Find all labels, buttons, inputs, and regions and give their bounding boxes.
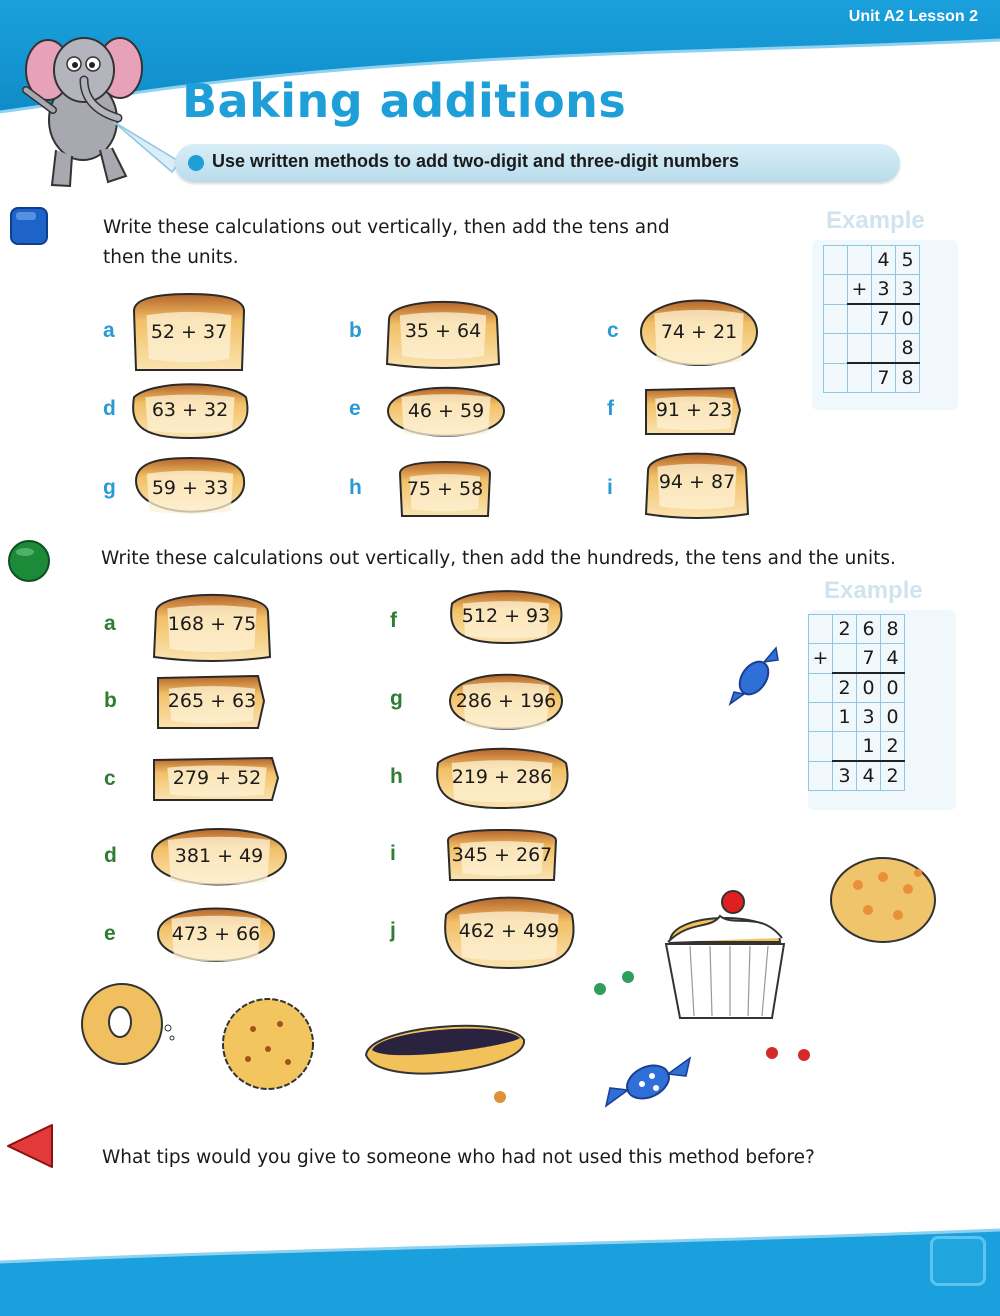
example-grid-cell: 4 [857, 761, 881, 791]
bread-card [637, 286, 761, 378]
example-grid-row [809, 644, 905, 674]
example-grid-cell: 2 [881, 732, 905, 762]
example-grid-row [809, 615, 905, 644]
bread-card [642, 444, 752, 520]
instruction-line: then the units. [103, 247, 239, 268]
example-grid-cell: 5 [896, 246, 920, 275]
cookie-icon [218, 994, 318, 1094]
bread-card [148, 816, 290, 896]
example-grid-row [809, 732, 905, 762]
example-grid-row [809, 673, 905, 703]
example-grid-cell: 1 [857, 732, 881, 762]
calculation: 345 + 267 [451, 844, 553, 866]
calculation: 75 + 58 [406, 478, 484, 500]
example-grid-cell [824, 246, 848, 275]
example-grid-cell [848, 363, 872, 393]
question-letter: c [104, 767, 116, 790]
example-grid-cell: + [809, 644, 833, 674]
page-title: Baking additions [182, 74, 627, 128]
example-grid-cell: 4 [872, 246, 896, 275]
question-letter: f [390, 609, 397, 632]
question-letter: e [104, 922, 116, 945]
example-grid-cell: 2 [881, 761, 905, 791]
bread-card [432, 742, 572, 812]
question-letter: h [390, 765, 403, 788]
example-grid-cell [848, 304, 872, 334]
example-grid-cell: 1 [833, 703, 857, 732]
bread-card [154, 896, 278, 972]
example-grid-cell [809, 673, 833, 703]
example-grid-cell [872, 334, 896, 364]
question-letter: a [103, 319, 115, 342]
calculation: 512 + 93 [461, 605, 551, 627]
question-letter: c [607, 319, 619, 342]
example-grid-row [824, 246, 920, 275]
example-grid [808, 614, 905, 791]
example-grid-cell: 0 [881, 673, 905, 703]
bread-card [150, 585, 274, 663]
example-grid-cell: 3 [872, 275, 896, 305]
tips-question: What tips would you give to someone who had not used this method before? [102, 1147, 815, 1168]
red-triangle-marker-icon [4, 1122, 56, 1170]
calculation: 462 + 499 [458, 920, 560, 942]
bread-card [446, 662, 566, 740]
question-letter: b [349, 319, 362, 342]
biscuit-icon [828, 855, 938, 945]
calculation: 265 + 63 [167, 690, 257, 712]
bread-card [152, 670, 272, 732]
example-grid-cell [809, 703, 833, 732]
question-letter: a [104, 612, 116, 635]
question-letter: h [349, 476, 362, 499]
calculation: 91 + 23 [655, 399, 733, 421]
doughnut-icon [80, 980, 180, 1070]
bread-card [384, 376, 508, 446]
example-grid-row [809, 761, 905, 791]
sprinkles-icon [488, 965, 818, 1115]
section2-instruction: Write these calculations out vertically, then add the hundreds, the tens and the units. [101, 548, 896, 569]
question-letter: i [607, 476, 613, 499]
example-grid-cell: 7 [872, 363, 896, 393]
example-grid-cell [833, 644, 857, 674]
bread-card [446, 585, 566, 647]
example-grid-cell [848, 246, 872, 275]
bread-card [128, 378, 252, 442]
instruction-line: Write these calculations out vertically, then add the tens and [103, 217, 670, 238]
question-letter: e [349, 397, 361, 420]
question-letter: g [103, 476, 116, 499]
bread-card [130, 452, 250, 524]
calculation: 279 + 52 [172, 767, 262, 789]
calculation: 74 + 21 [660, 321, 738, 343]
example-grid-cell: + [848, 275, 872, 305]
calculation: 219 + 286 [451, 766, 553, 788]
example-grid-cell: 6 [857, 615, 881, 644]
example-grid-cell: 0 [881, 703, 905, 732]
calculation: 94 + 87 [658, 471, 736, 493]
bullet-icon [188, 155, 204, 171]
learning-objective: Use written methods to add two-digit and three-digit numbers [212, 151, 740, 171]
example-grid-cell [809, 615, 833, 644]
example-grid-cell: 3 [857, 703, 881, 732]
example-grid-cell: 3 [896, 275, 920, 305]
calculation: 63 + 32 [151, 399, 229, 421]
wrapped-sweet-icon [724, 642, 784, 712]
example-grid-row [824, 363, 920, 393]
bread-card [130, 290, 248, 374]
example-grid-cell [833, 732, 857, 762]
bread-card [444, 826, 560, 884]
calculation: 381 + 49 [174, 845, 264, 867]
example-grid-row [809, 703, 905, 732]
footer-band [0, 1200, 1000, 1316]
example-grid-cell: 7 [857, 644, 881, 674]
question-letter: f [607, 397, 614, 420]
example-grid [823, 245, 920, 393]
calculation: 46 + 59 [407, 400, 485, 422]
example-grid-cell: 8 [881, 615, 905, 644]
example-grid-cell [824, 275, 848, 305]
example-grid-cell [824, 334, 848, 364]
green-circle-marker-icon [6, 538, 52, 584]
example-grid-cell: 0 [896, 304, 920, 334]
example-grid-cell: 2 [833, 615, 857, 644]
calculation: 35 + 64 [404, 320, 482, 342]
calculation: 168 + 75 [167, 613, 257, 635]
calculation: 52 + 37 [150, 321, 228, 343]
calculation: 473 + 66 [171, 923, 261, 945]
question-letter: i [390, 842, 396, 865]
example-grid-row [824, 334, 920, 364]
question-letter: g [390, 687, 403, 710]
example-grid-cell: 8 [896, 334, 920, 364]
page-number-badge [930, 1236, 986, 1286]
example-grid-cell: 2 [833, 673, 857, 703]
question-letter: d [104, 844, 117, 867]
example-grid-cell [809, 761, 833, 791]
example-grid-cell: 8 [896, 363, 920, 393]
bread-card [148, 752, 286, 804]
bread-card [396, 458, 494, 520]
example-title: Example [826, 207, 925, 234]
bread-card [640, 382, 748, 438]
example-grid-cell: 0 [857, 673, 881, 703]
example-title: Example [824, 577, 923, 604]
example-grid-row [824, 304, 920, 334]
unit-lesson-label: Unit A2 Lesson 2 [848, 8, 978, 25]
example-grid-cell: 3 [833, 761, 857, 791]
question-letter: b [104, 689, 117, 712]
calculation: 286 + 196 [455, 690, 557, 712]
calculation: 59 + 33 [151, 477, 229, 499]
example-grid-cell [848, 334, 872, 364]
example-grid-cell [824, 363, 848, 393]
example-grid-cell: 7 [872, 304, 896, 334]
blue-square-marker-icon [8, 205, 50, 247]
bread-card [440, 890, 578, 972]
example-grid-cell [809, 732, 833, 762]
example-grid-row [824, 275, 920, 305]
bread-card [383, 292, 503, 370]
example-grid-cell [824, 304, 848, 334]
section1-instruction [103, 213, 670, 273]
question-letter: d [103, 397, 116, 420]
example-grid-cell: 4 [881, 644, 905, 674]
question-letter: j [390, 919, 396, 942]
